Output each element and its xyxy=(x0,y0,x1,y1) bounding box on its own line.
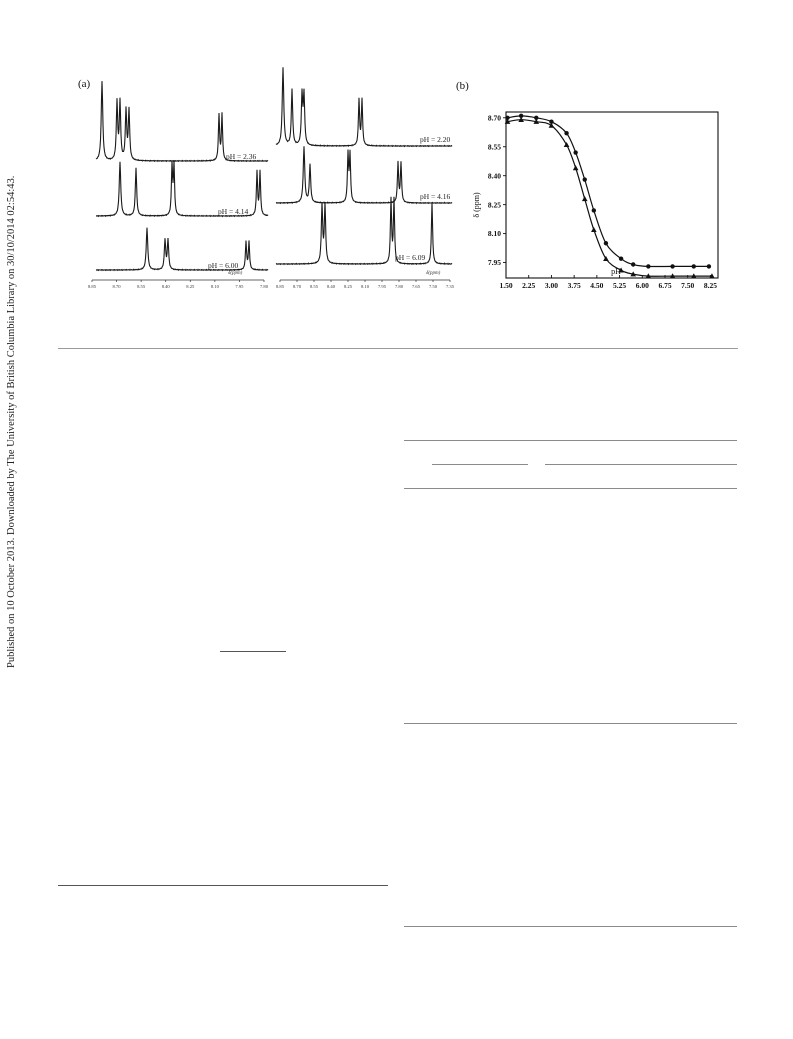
y-tick-label: 8.10 xyxy=(487,229,501,239)
spectra-right-trace-label-1: pH = 2.20 xyxy=(420,135,451,144)
chart-frame xyxy=(506,112,718,278)
spectra-left-trace-3 xyxy=(96,228,268,271)
y-axis-label: δ (ppm) xyxy=(472,192,481,218)
spectra-left-tick-label: 8.70 xyxy=(112,284,121,289)
spectra-left-trace-label-1: pH = 2.36 xyxy=(226,152,257,161)
x-axis-label: pH xyxy=(611,267,621,276)
spectra-right-axis-unit: δ(ppm) xyxy=(426,271,441,276)
table2-bottom-rule xyxy=(404,926,737,927)
series-2-point xyxy=(573,165,579,170)
x-tick-label: 3.00 xyxy=(544,281,558,290)
series-2-point xyxy=(582,196,588,201)
panel-a-label: (a) xyxy=(78,78,91,90)
panel-b-label: (b) xyxy=(456,80,469,92)
nmr-spectra-left xyxy=(88,70,274,300)
spectra-left-trace-1 xyxy=(96,81,268,161)
series-1-point xyxy=(573,150,577,154)
y-tick-label: 7.95 xyxy=(487,258,501,268)
table-subheader-rule-1 xyxy=(432,464,528,465)
spectra-right-tick-label: 7.80 xyxy=(394,284,404,289)
x-tick-label: 2.25 xyxy=(522,281,536,290)
spectra-left-trace-label-2: pH = 4.14 xyxy=(218,207,249,216)
table-top-rule xyxy=(404,440,737,441)
spectra-left-axis-unit: δ(ppm) xyxy=(228,271,243,276)
spectra-left-tick-label: 7.95 xyxy=(235,284,244,289)
spectra-right-tick-label: 8.10 xyxy=(360,284,370,289)
series-1-point xyxy=(564,131,568,135)
y-tick-label: 8.40 xyxy=(487,171,501,181)
series-1-point xyxy=(692,264,696,268)
spectra-right-trace-3 xyxy=(276,197,452,265)
spectra-right-tick-label: 8.40 xyxy=(326,284,336,289)
series-2-curve xyxy=(508,120,712,277)
footnote-rule xyxy=(58,885,388,886)
x-tick-label: 3.75 xyxy=(567,281,581,290)
series-1-point xyxy=(592,208,596,212)
fraction-bar xyxy=(220,651,286,652)
spectra-right-trace-label-3: pH = 6.09 xyxy=(395,253,426,262)
spectra-left-tick-label: 8.55 xyxy=(137,284,146,289)
x-tick-label: 5.25 xyxy=(613,281,627,290)
series-1-point xyxy=(707,264,711,268)
y-tick-label: 8.55 xyxy=(487,142,501,152)
spectra-right-tick-label: 7.95 xyxy=(377,284,387,289)
series-2-point xyxy=(603,256,609,261)
spectra-left-tick-label: 8.10 xyxy=(210,284,219,289)
spectra-right-tick-label: 8.85 xyxy=(275,284,285,289)
spectra-left-tick-label: 8.85 xyxy=(88,284,97,289)
series-1-curve xyxy=(508,116,709,267)
spectra-left-trace-label-3: pH = 6.00 xyxy=(208,261,239,270)
spectra-left-tick-label: 7.80 xyxy=(259,284,269,289)
spectra-right-trace-label-2: pH = 4.16 xyxy=(420,192,451,201)
series-1-point xyxy=(604,241,608,245)
series-2-point xyxy=(549,123,555,128)
y-tick-label: 8.25 xyxy=(487,200,501,210)
x-tick-label: 8.25 xyxy=(703,281,717,290)
spectra-right-tick-label: 7.35 xyxy=(445,284,455,289)
table-subheader-rule-2 xyxy=(545,464,737,465)
x-tick-label: 1.50 xyxy=(499,281,513,290)
y-tick-label: 8.70 xyxy=(487,113,501,123)
table-header-rule xyxy=(404,488,737,489)
nmr-spectra-right xyxy=(270,60,456,300)
series-1-point xyxy=(646,264,650,268)
x-tick-label: 6.75 xyxy=(658,281,672,290)
titration-chart xyxy=(470,100,726,300)
series-1-point xyxy=(583,177,587,181)
section-divider xyxy=(58,348,738,349)
spectra-left-tick-label: 8.25 xyxy=(186,284,195,289)
spectra-right-tick-label: 8.55 xyxy=(309,284,319,289)
spectra-right-tick-label: 8.25 xyxy=(343,284,353,289)
x-tick-label: 7.50 xyxy=(681,281,695,290)
x-tick-label: 4.50 xyxy=(590,281,604,290)
download-notice-text: Published on 10 October 2013. Downloaded by The University of British Columbia Library on 30/10/2014 02:54:43. xyxy=(6,175,17,668)
x-tick-label: 6.00 xyxy=(635,281,649,290)
spectra-right-tick-label: 7.50 xyxy=(428,284,438,289)
series-1-point xyxy=(619,256,623,260)
series-2-point xyxy=(564,142,570,147)
download-notice xyxy=(4,48,22,668)
spectra-right-tick-label: 7.65 xyxy=(411,284,421,289)
series-1-point xyxy=(670,264,674,268)
series-2-point xyxy=(591,227,597,232)
spectra-right-tick-label: 8.70 xyxy=(292,284,302,289)
spectra-left-tick-label: 8.40 xyxy=(161,284,170,289)
series-1-point xyxy=(631,262,635,266)
table-bottom-rule xyxy=(404,723,737,724)
